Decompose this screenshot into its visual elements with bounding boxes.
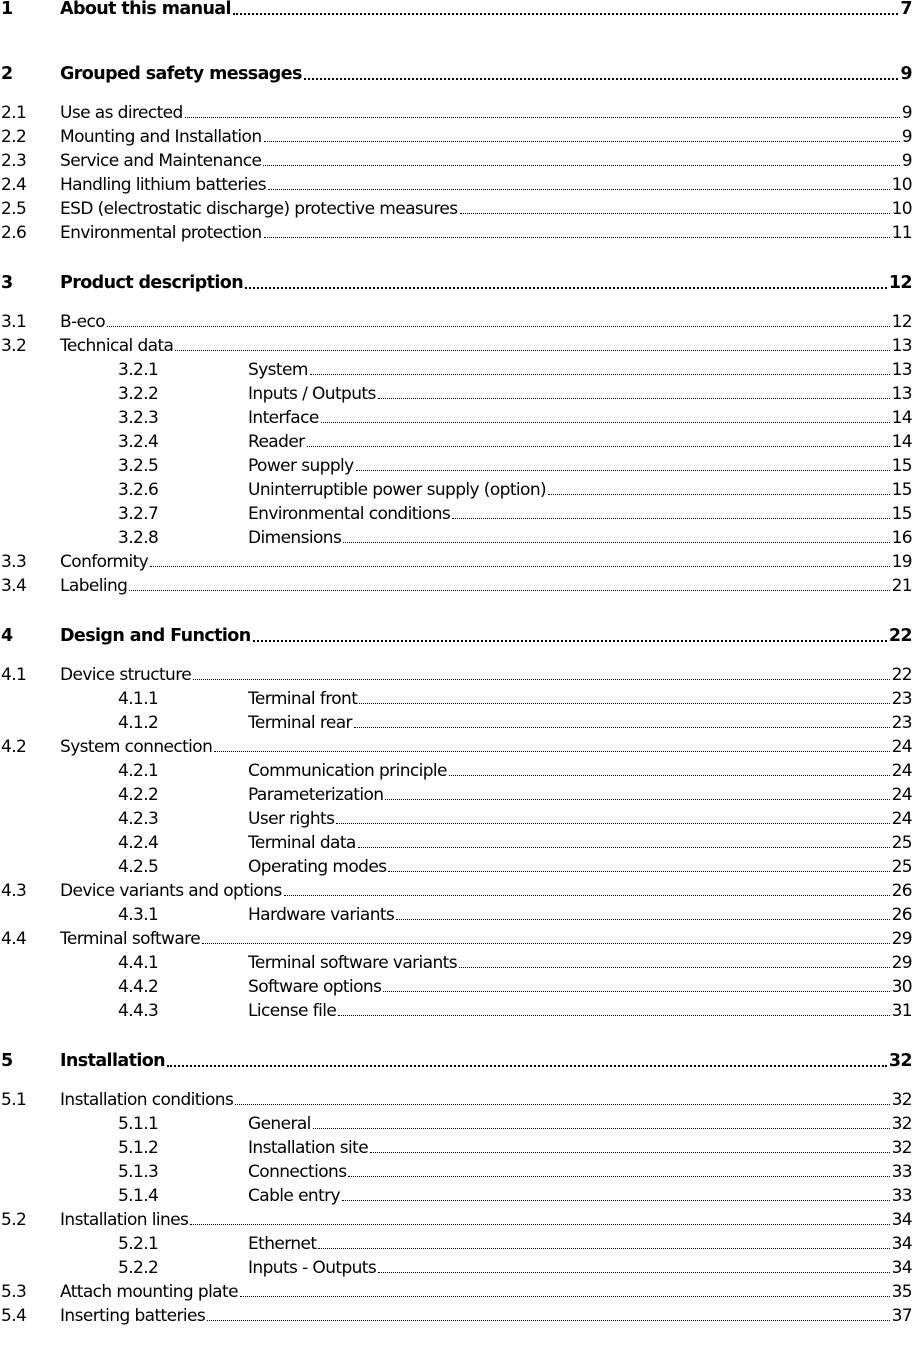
dot-leader (284, 894, 890, 896)
toc-entry-title: Device structure (60, 664, 192, 685)
toc-entry-page-number: 9 (901, 126, 912, 147)
toc-entry-5-3[interactable] (0, 1280, 912, 1304)
dot-leader (202, 942, 890, 944)
toc-entry-page-number: 34 (891, 1233, 912, 1254)
toc-entry-number: 3.2 (1, 335, 27, 356)
toc-entry-number: 3.2.4 (118, 431, 159, 452)
dot-leader (253, 639, 887, 642)
toc-entry-page-number: 10 (891, 198, 912, 219)
toc-entry-page-number: 11 (891, 222, 912, 243)
dot-leader (264, 236, 890, 238)
toc-entry-number: 4.3.1 (118, 904, 159, 925)
toc-entry-page-number: 7 (900, 0, 912, 19)
toc-entry-number: 4.2.3 (118, 808, 159, 829)
toc-entry-page-number: 12 (888, 273, 912, 293)
toc-entry-title: Dimensions (248, 527, 342, 548)
toc-entry-page-number: 29 (891, 928, 912, 949)
toc-entry-title: Environmental conditions (248, 503, 451, 524)
toc-entry-3-2-4[interactable] (0, 430, 912, 454)
toc-entry-number: 4.1 (1, 664, 27, 685)
toc-entry-page-number: 32 (891, 1089, 912, 1110)
dot-leader (388, 870, 889, 872)
toc-entry-3-2-1[interactable] (0, 358, 912, 382)
dot-leader (263, 164, 899, 166)
toc-entry-page-number: 26 (891, 904, 912, 925)
toc-entry-number: 4.4.3 (118, 1000, 159, 1021)
dot-leader (449, 774, 890, 776)
dot-leader (207, 1319, 889, 1321)
toc-entry-title: Mounting and Installation (60, 126, 262, 147)
toc-entry-number: 5.1.2 (118, 1137, 159, 1158)
toc-entry-page-number: 22 (888, 626, 912, 646)
toc-entry-4-2-4[interactable] (0, 831, 912, 855)
toc-entry-page-number: 33 (891, 1161, 912, 1182)
toc-entry-page-number: 29 (891, 952, 912, 973)
toc-entry-title: Uninterruptible power supply (option) (248, 479, 547, 500)
dot-leader (264, 140, 900, 142)
toc-entry-number: 4 (1, 626, 13, 646)
toc-entry-title: Parameterization (248, 784, 384, 805)
toc-entry-page-number: 9 (901, 102, 912, 123)
toc-entry-3-2-3[interactable] (0, 406, 912, 430)
toc-entry-number: 2.6 (1, 222, 27, 243)
toc-entry-page-number: 34 (891, 1209, 912, 1230)
toc-entry-number: 5.2.1 (118, 1233, 159, 1254)
toc-entry-title: About this manual (60, 0, 231, 19)
toc-entry-title: General (248, 1113, 311, 1134)
dot-leader (378, 1271, 889, 1273)
toc-entry-page-number: 14 (891, 431, 912, 452)
toc-entry-number: 2.4 (1, 174, 27, 195)
toc-entry-number: 5.1.4 (118, 1185, 159, 1206)
toc-entry-number: 3.2.2 (118, 383, 159, 404)
toc-entry-title: Installation lines (60, 1209, 189, 1230)
toc-entry-page-number: 24 (891, 808, 912, 829)
toc-entry-page-number: 25 (891, 832, 912, 853)
toc-entry-title: System (248, 359, 308, 380)
toc-entry-page-number: 9 (900, 64, 912, 84)
toc-entry-page-number: 26 (891, 880, 912, 901)
toc-entry-page-number: 35 (891, 1281, 912, 1302)
toc-entry-title: Conformity (60, 551, 149, 572)
toc-entry-page-number: 32 (891, 1137, 912, 1158)
toc-entry-5-1[interactable] (0, 1088, 912, 1112)
toc-entry-4-4[interactable] (0, 927, 912, 951)
toc-entry-3[interactable] (0, 271, 912, 295)
toc-entry-number: 2.1 (1, 102, 27, 123)
toc-entry-title: Communication principle (248, 760, 447, 781)
toc-entry-page-number: 24 (891, 784, 912, 805)
dot-leader (318, 1247, 889, 1249)
dot-leader (190, 1223, 889, 1225)
toc-entry-page-number: 19 (891, 551, 912, 572)
dot-leader (321, 421, 890, 423)
toc-entry-4-4-3[interactable] (0, 999, 912, 1023)
dot-leader (343, 541, 889, 543)
toc-entry-title: Installation site (248, 1137, 369, 1158)
toc-entry-title: License file (248, 1000, 337, 1021)
dot-leader (383, 990, 889, 992)
toc-entry-page-number: 25 (891, 856, 912, 877)
toc-entry-title: Inputs - Outputs (248, 1257, 377, 1278)
toc-entry-5-4[interactable] (0, 1304, 912, 1328)
dot-leader (358, 846, 890, 848)
toc-entry-page-number: 23 (891, 712, 912, 733)
toc-entry-number: 3.4 (1, 575, 27, 596)
dot-leader (193, 678, 889, 680)
toc-entry-title: Installation (60, 1051, 166, 1071)
toc-entry-page-number: 34 (891, 1257, 912, 1278)
dot-leader (307, 445, 890, 447)
toc-entry-page-number: 12 (891, 311, 912, 332)
toc-entry-title: Grouped safety messages (60, 64, 302, 84)
toc-entry-page-number: 16 (891, 527, 912, 548)
toc-entry-3-2-8[interactable] (0, 526, 912, 550)
toc-entry-title: Installation conditions (60, 1089, 234, 1110)
toc-entry-number: 4.2.5 (118, 856, 159, 877)
toc-entry-2-1[interactable] (0, 101, 912, 125)
toc-entry-number: 5.2.2 (118, 1257, 159, 1278)
toc-entry-title: Inserting batteries (60, 1305, 206, 1326)
dot-leader (348, 1175, 889, 1177)
dot-leader (107, 325, 890, 327)
dot-leader (313, 1127, 890, 1129)
toc-entry-number: 3.2.5 (118, 455, 159, 476)
toc-entry-number: 4.4.1 (118, 952, 159, 973)
dot-leader (359, 702, 889, 704)
toc-entry-page-number: 9 (901, 150, 912, 171)
toc-entry-1[interactable] (0, 0, 912, 21)
toc-entry-5-2-2[interactable] (0, 1256, 912, 1280)
toc-entry-number: 4.2.2 (118, 784, 159, 805)
toc-entry-5-2-1[interactable] (0, 1232, 912, 1256)
toc-entry-page-number: 24 (891, 760, 912, 781)
toc-entry-title: Product description (60, 273, 244, 293)
toc-entry-title: Terminal software variants (248, 952, 457, 973)
toc-entry-page-number: 21 (891, 575, 912, 596)
dot-leader (235, 1103, 889, 1105)
toc-entry-title: Interface (248, 407, 319, 428)
toc-entry-2[interactable] (0, 62, 912, 86)
toc-entry-2-4[interactable] (0, 173, 912, 197)
toc-entry-title: Environmental protection (60, 222, 262, 243)
toc-entry-5-1-4[interactable] (0, 1184, 912, 1208)
toc-entry-3-2-6[interactable] (0, 478, 912, 502)
toc-entry-page-number: 32 (891, 1113, 912, 1134)
toc-entry-number: 3 (1, 273, 13, 293)
dot-leader (240, 1295, 890, 1297)
toc-entry-number: 3.2.6 (118, 479, 159, 500)
toc-entry-page-number: 31 (891, 1000, 912, 1021)
toc-entry-5-2[interactable] (0, 1208, 912, 1232)
toc-entry-number: 5.3 (1, 1281, 27, 1302)
toc-entry-title: System connection (60, 736, 213, 757)
toc-entry-2-2[interactable] (0, 125, 912, 149)
toc-entry-title: Terminal data (248, 832, 356, 853)
toc-entry-4-2-3[interactable] (0, 807, 912, 831)
toc-entry-number: 1 (1, 0, 13, 19)
dot-leader (129, 589, 889, 591)
toc-entry-4-2[interactable] (0, 735, 912, 759)
toc-entry-3-2-7[interactable] (0, 502, 912, 526)
toc-entry-3-4[interactable] (0, 574, 912, 598)
toc-entry-title: Technical data (60, 335, 174, 356)
dot-leader (370, 1151, 889, 1153)
dot-leader (214, 750, 889, 752)
toc-entry-number: 5.4 (1, 1305, 27, 1326)
toc-entry-5-1-1[interactable] (0, 1112, 912, 1136)
toc-entry-4-3-1[interactable] (0, 903, 912, 927)
toc-entry-title: Operating modes (248, 856, 387, 877)
toc-entry-title: Terminal front (248, 688, 358, 709)
toc-entry-3-2-5[interactable] (0, 454, 912, 478)
dot-leader (304, 77, 899, 80)
dot-leader (268, 188, 890, 190)
dot-leader (150, 565, 889, 567)
toc-entry-4-2-1[interactable] (0, 759, 912, 783)
toc-entry-title: Inputs / Outputs (248, 383, 376, 404)
toc-entry-5[interactable] (0, 1049, 912, 1073)
toc-entry-page-number: 30 (891, 976, 912, 997)
toc-entry-4-2-2[interactable] (0, 783, 912, 807)
toc-entry-number: 5.2 (1, 1209, 27, 1230)
dot-leader (167, 1064, 887, 1067)
toc-entry-number: 4.4 (1, 928, 27, 949)
dot-leader (356, 469, 890, 471)
toc-entry-page-number: 13 (891, 335, 912, 356)
toc-entry-title: Attach mounting plate (60, 1281, 238, 1302)
dot-leader (548, 493, 890, 495)
dot-leader (342, 1199, 890, 1201)
toc-entry-3-3[interactable] (0, 550, 912, 574)
toc-entry-4-4-1[interactable] (0, 951, 912, 975)
dot-leader (354, 726, 890, 728)
toc-entry-page-number: 13 (891, 383, 912, 404)
toc-entry-number: 5 (1, 1051, 13, 1071)
toc-entry-number: 4.4.2 (118, 976, 159, 997)
toc-entry-2-6[interactable] (0, 221, 912, 245)
dot-leader (452, 517, 889, 519)
toc-entry-number: 4.1.2 (118, 712, 159, 733)
toc-entry-3-1[interactable] (0, 310, 912, 334)
toc-entry-number: 5.1.3 (118, 1161, 159, 1182)
toc-entry-number: 4.1.1 (118, 688, 159, 709)
toc-entry-title: Use as directed (60, 102, 183, 123)
toc-entry-number: 4.2 (1, 736, 27, 757)
dot-leader (385, 798, 889, 800)
dot-leader (175, 349, 889, 351)
toc-entry-2-3[interactable] (0, 149, 912, 173)
toc-entry-title: Hardware variants (248, 904, 395, 925)
toc-entry-page-number: 15 (891, 455, 912, 476)
dot-leader (245, 286, 887, 289)
toc-entry-4[interactable] (0, 624, 912, 648)
toc-entry-title: Reader (248, 431, 305, 452)
toc-entry-number: 2.5 (1, 198, 27, 219)
toc-entry-3-2-2[interactable] (0, 382, 912, 406)
toc-entry-title: Handling lithium batteries (60, 174, 266, 195)
dot-leader (338, 1014, 889, 1016)
toc-entry-page-number: 24 (891, 736, 912, 757)
dot-leader (460, 212, 890, 214)
toc-entry-number: 2.2 (1, 126, 27, 147)
toc-entry-page-number: 14 (891, 407, 912, 428)
toc-entry-title: Terminal software (60, 928, 201, 949)
toc-entry-number: 2 (1, 64, 13, 84)
toc-entry-number: 4.3 (1, 880, 27, 901)
toc-entry-5-1-3[interactable] (0, 1160, 912, 1184)
toc-entry-page-number: 13 (891, 359, 912, 380)
toc-entry-title: Connections (248, 1161, 347, 1182)
toc-entry-page-number: 23 (891, 688, 912, 709)
toc-entry-page-number: 15 (891, 479, 912, 500)
toc-entry-4-1[interactable] (0, 663, 912, 687)
dot-leader (459, 966, 890, 968)
dot-leader (185, 116, 900, 118)
toc-entry-number: 3.2.7 (118, 503, 159, 524)
toc-entry-number: 3.2.8 (118, 527, 159, 548)
toc-entry-number: 5.1.1 (118, 1113, 159, 1134)
toc-entry-5-1-2[interactable] (0, 1136, 912, 1160)
toc-entry-4-3[interactable] (0, 879, 912, 903)
toc-entry-3-2[interactable] (0, 334, 912, 358)
dot-leader (378, 397, 890, 399)
toc-entry-title: Cable entry (248, 1185, 341, 1206)
toc-entry-title: Power supply (248, 455, 354, 476)
toc-entry-number: 3.3 (1, 551, 27, 572)
toc-entry-number: 4.2.4 (118, 832, 159, 853)
toc-entry-page-number: 37 (891, 1305, 912, 1326)
dot-leader (233, 12, 899, 15)
toc-entry-title: Design and Function (60, 626, 251, 646)
toc-entry-4-4-2[interactable] (0, 975, 912, 999)
toc-entry-title: Ethernet (248, 1233, 317, 1254)
toc-entry-number: 2.3 (1, 150, 27, 171)
toc-entry-page-number: 32 (888, 1051, 912, 1071)
toc-entry-4-2-5[interactable] (0, 855, 912, 879)
toc-entry-page-number: 15 (891, 503, 912, 524)
toc-entry-page-number: 33 (891, 1185, 912, 1206)
dot-leader (310, 373, 890, 375)
toc-entry-title: User rights (248, 808, 335, 829)
toc-entry-title: Terminal rear (248, 712, 352, 733)
toc-entry-title: B-eco (60, 311, 106, 332)
toc-entry-page-number: 10 (891, 174, 912, 195)
toc-entry-title: Device variants and options (60, 880, 282, 901)
dot-leader (336, 822, 889, 824)
toc-entry-title: Service and Maintenance (60, 150, 262, 171)
toc-entry-4-1-2[interactable] (0, 711, 912, 735)
toc-entry-number: 3.1 (1, 311, 27, 332)
toc-entry-number: 3.2.3 (118, 407, 159, 428)
toc-entry-number: 5.1 (1, 1089, 27, 1110)
toc-entry-title: Labeling (60, 575, 128, 596)
toc-entry-page-number: 22 (891, 664, 912, 685)
toc-entry-2-5[interactable] (0, 197, 912, 221)
toc-entry-number: 4.2.1 (118, 760, 159, 781)
toc-entry-4-1-1[interactable] (0, 687, 912, 711)
toc-entry-number: 3.2.1 (118, 359, 159, 380)
dot-leader (396, 918, 889, 920)
toc-entry-title: Software options (248, 976, 382, 997)
toc-entry-title: ESD (electrostatic discharge) protective measures (60, 198, 458, 219)
